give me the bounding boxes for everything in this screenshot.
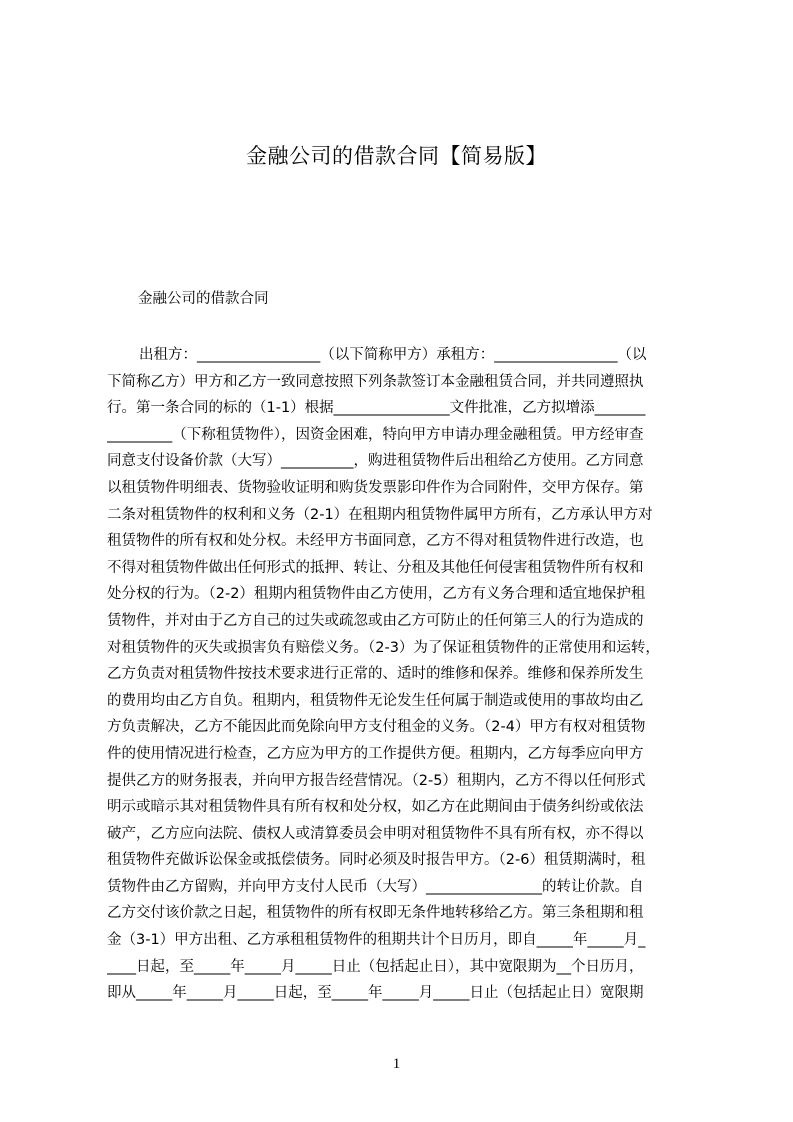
contract-body bbox=[107, 342, 697, 1007]
body-line: _________（下称租赁物件），因资金困难，特向甲方申请办理金融租赁。甲方经审查 bbox=[107, 426, 644, 443]
body-line: 件的使用情况进行检查，乙方应为甲方的工作提供方便。租期内，乙方每季应向甲方 bbox=[107, 745, 644, 762]
body-line: 赁物件，并对由于乙方自己的过失或疏忽或由乙方可防止的任何第三人的行为造成的 bbox=[107, 612, 644, 629]
body-line: 破产，乙方应向法院、债权人或清算委员会申明对租赁物件不具有所有权，亦不得以 bbox=[107, 825, 644, 842]
body-line: 对租赁物件的灭失或损害负有赔偿义务。（2-3）为了保证租赁物件的正常使用和运转， bbox=[107, 639, 660, 656]
body-line: 行。第一条合同的标的（1-1）根据________________文件批准，乙方拟增添_______ bbox=[107, 400, 646, 417]
body-line: 不得对租赁物件做出任何形式的抵押、转让、分租及其他任何侵害租赁物件所有权和 bbox=[107, 559, 644, 576]
body-line: 金（3-1）甲方出租、乙方承租租赁物件的租期共计个日历月，即自_____年_____月_ bbox=[107, 932, 646, 949]
body-line: 赁物件由乙方留购，并向甲方支付人民币（大写）________________的转让价款。自 bbox=[107, 878, 644, 895]
body-line: 以租赁物件明细表、货物验收证明和购货发票影印件作为合同附件，交甲方保存。第 bbox=[107, 479, 644, 496]
page-number: 1 bbox=[392, 1056, 401, 1072]
body-line: 即从_____年_____月_____日起，至_____年_____月_____日止（包括起止日）宽限期 bbox=[107, 985, 644, 1002]
body-line: 处分权的行为。（2-2）租期内租赁物件由乙方使用，乙方有义务合理和适宜地保护租 bbox=[107, 586, 646, 603]
body-line: 同意支付设备价款（大写）__________，购进租赁物件后出租给乙方使用。乙方同意 bbox=[107, 453, 644, 470]
body-line: ____日起，至_____年_____月_____日止（包括起止日），其中宽限期为__个日历月， bbox=[107, 958, 644, 975]
body-line: 乙方交付该价款之日起，租赁物件的所有权即无条件地转移给乙方。第三条租期和租 bbox=[107, 905, 644, 922]
document-subtitle: 金融公司的借款合同 bbox=[138, 291, 269, 307]
body-line: 乙方负责对租赁物件按技术要求进行正常的、适时的维修和保养。维修和保养所发生 bbox=[107, 666, 644, 683]
document-title: 金融公司的借款合同【简易版】 bbox=[246, 144, 547, 168]
body-line: 二条对租赁物件的权利和义务（2-1）在租期内租赁物件属甲方所有，乙方承认甲方对 bbox=[107, 506, 653, 523]
body-line: 下简称乙方）甲方和乙方一致同意按照下列条款签订本金融租赁合同，并共同遵照执 bbox=[107, 373, 644, 390]
body-line: 明示或暗示其对租赁物件具有所有权和处分权，如乙方在此期间由于债务纠纷或依法 bbox=[107, 799, 644, 816]
body-line: 方负责解决，乙方不能因此而免除向甲方支付租金的义务。（2-4）甲方有权对租赁物 bbox=[107, 719, 646, 736]
body-line: 出租方：_________________（以下简称甲方）承租方：_________________（以 bbox=[139, 347, 647, 363]
body-line: 租赁物件充做诉讼保金或抵偿债务。同时必须及时报告甲方。（2-6）租赁期满时，租 bbox=[107, 852, 646, 869]
body-line: 的费用均由乙方自负。租期内，租赁物件无论发生任何属于制造或使用的事故均由乙 bbox=[107, 692, 644, 709]
body-line: 提供乙方的财务报表，并向甲方报告经营情况。（2-5）租期内，乙方不得以任何形式 bbox=[107, 772, 646, 789]
body-line: 租赁物件的所有权和处分权。未经甲方书面同意，乙方不得对租赁物件进行改造，也 bbox=[107, 533, 644, 550]
